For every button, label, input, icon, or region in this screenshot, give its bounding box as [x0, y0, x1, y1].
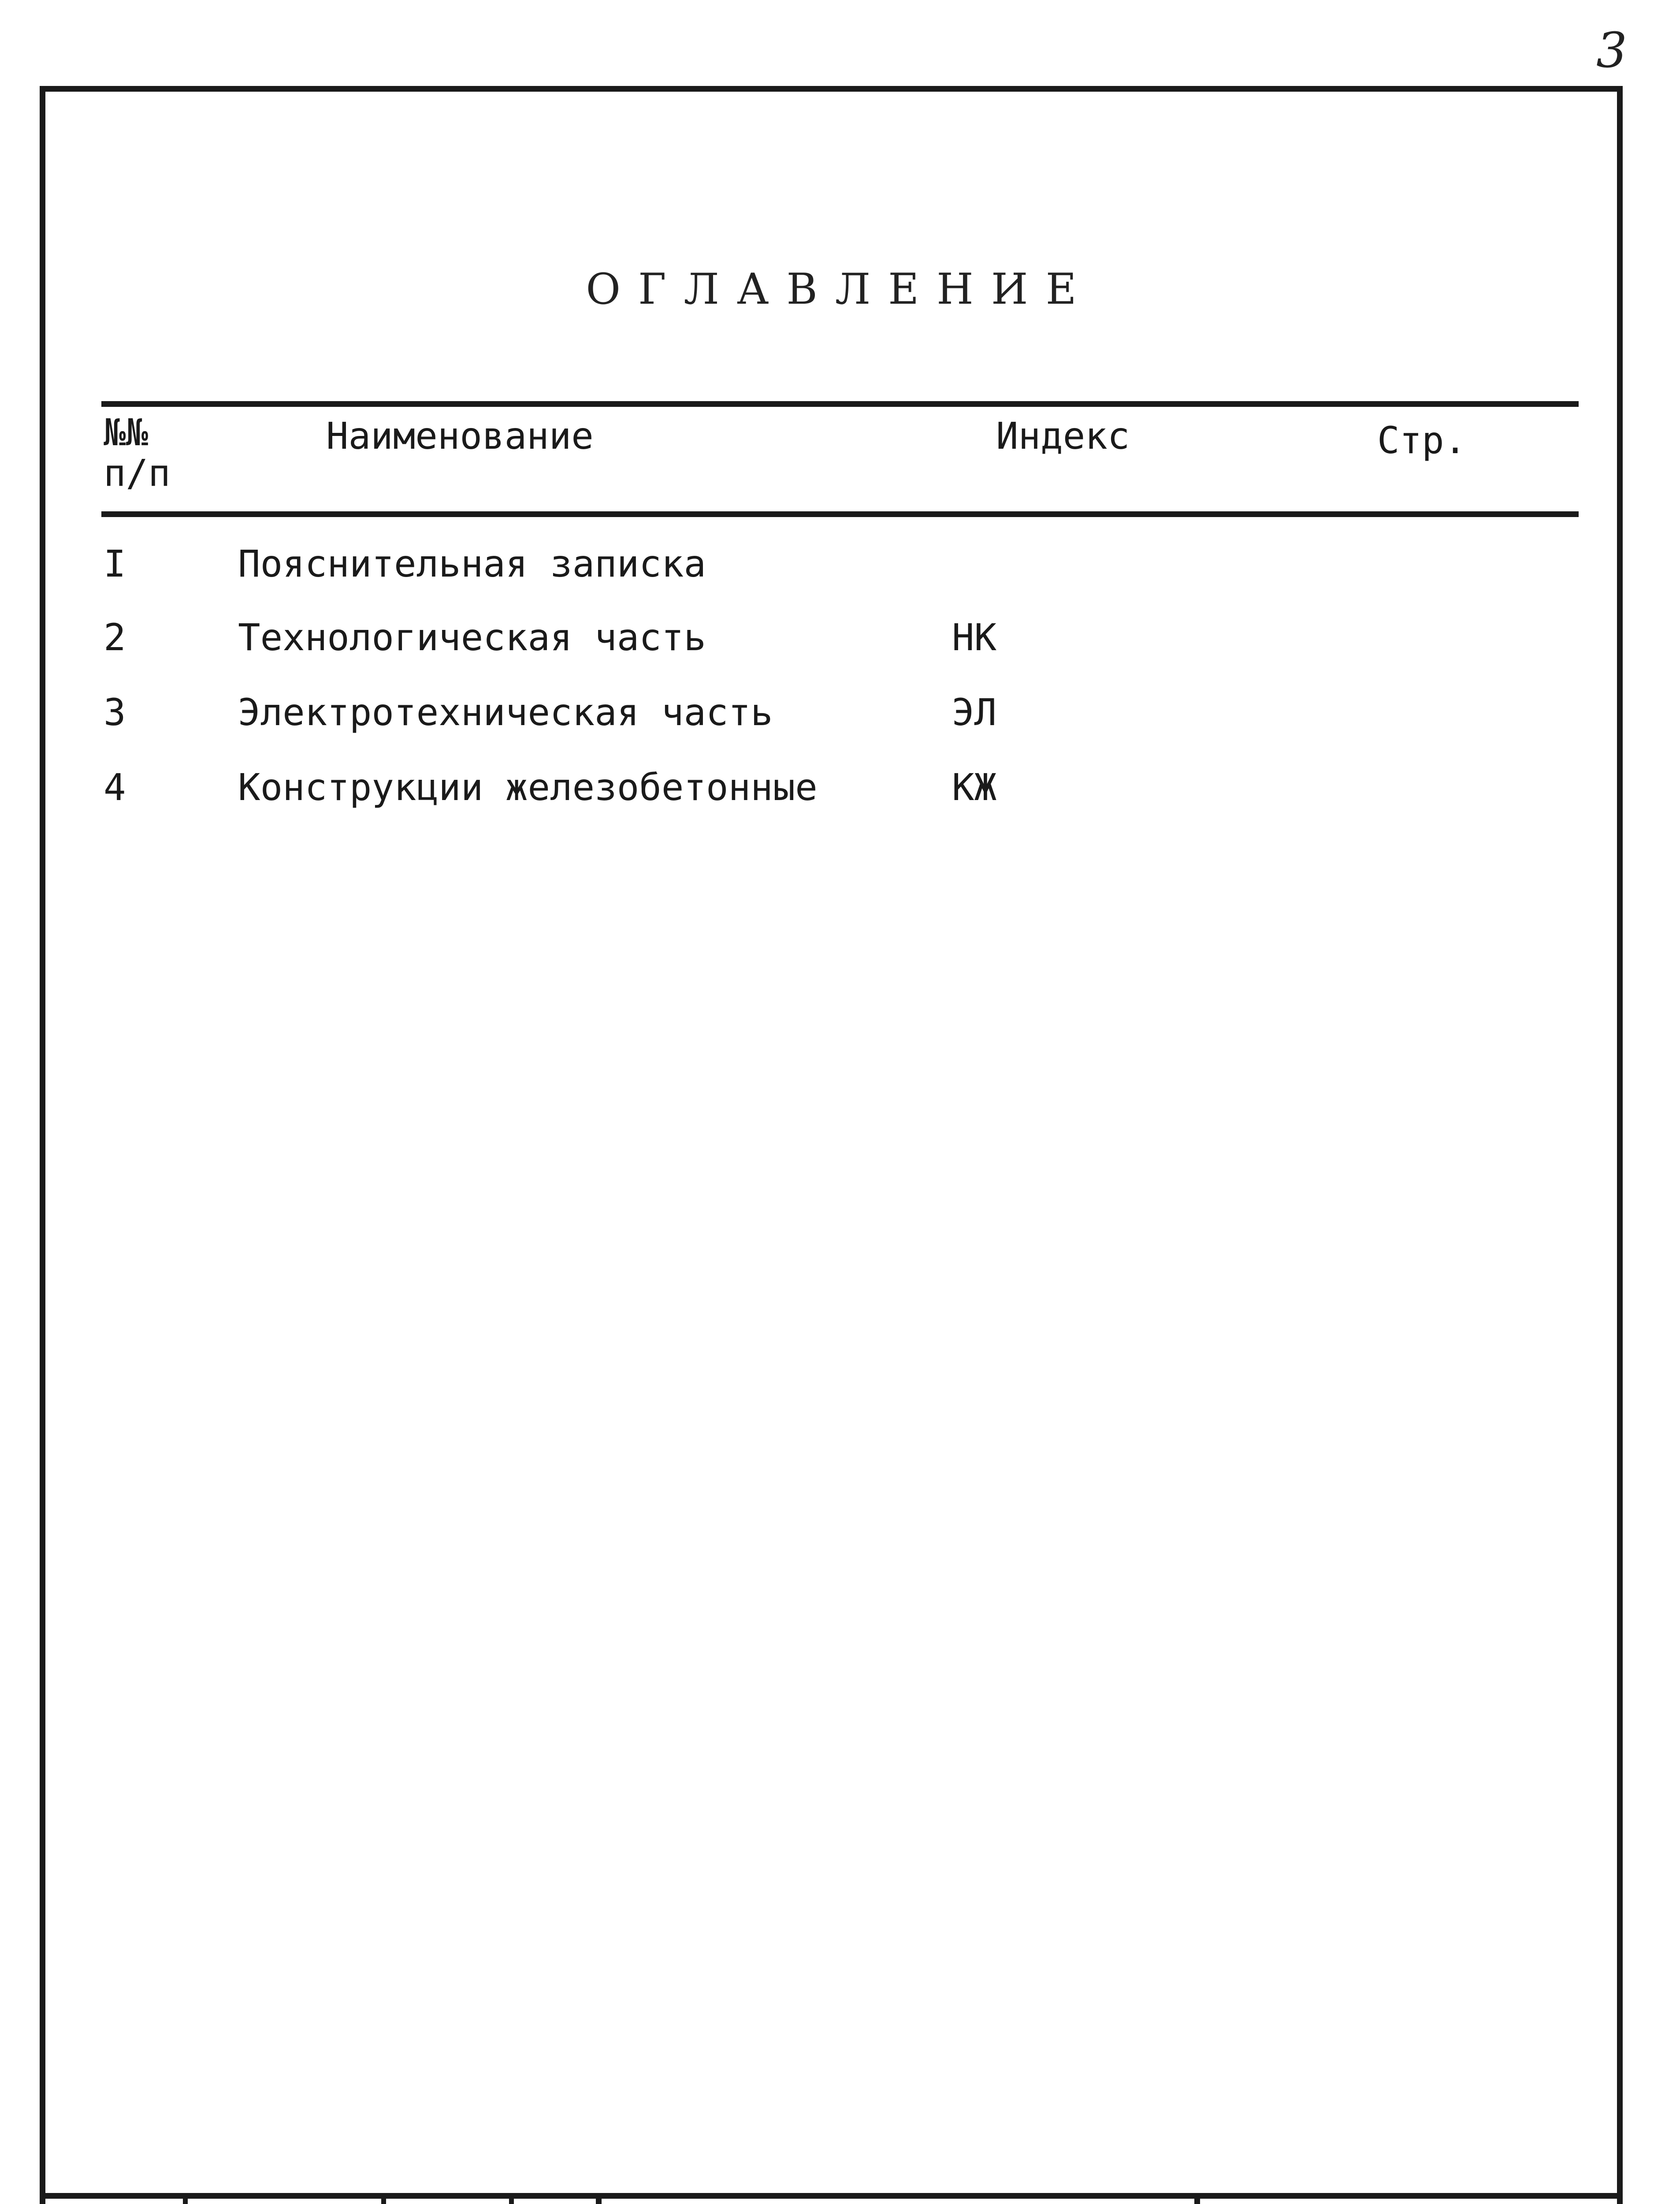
row-name: Пояснительная записка	[238, 542, 706, 585]
row-name: Электротехническая часть	[238, 691, 773, 734]
row-number: 4	[104, 766, 126, 809]
stamp-divider	[183, 2193, 188, 2204]
table-row	[0, 766, 1680, 832]
stamp-top-border	[44, 2193, 1620, 2199]
header-page: Стр.	[1377, 419, 1467, 462]
header-name: Наименование	[326, 414, 594, 458]
title-block	[44, 2193, 1620, 2204]
page-number: 3	[1596, 22, 1627, 78]
header-number	[104, 412, 171, 493]
row-name: Технологическая часть	[238, 616, 706, 659]
stamp-divider	[1194, 2193, 1200, 2204]
table-row	[0, 691, 1680, 757]
header-number-line2: п/п	[104, 451, 171, 495]
row-index: КЖ	[952, 766, 997, 809]
row-number: 2	[104, 616, 126, 659]
row-index: ЭЛ	[952, 691, 997, 734]
row-number: 3	[104, 691, 126, 734]
table-row	[0, 616, 1680, 682]
page-title: ОГЛАВЛЕНИЕ	[586, 264, 1094, 314]
table-row	[0, 542, 1680, 608]
table-header-bottom-rule	[101, 511, 1579, 517]
stamp-divider	[509, 2193, 514, 2204]
stamp-divider	[596, 2193, 602, 2204]
table-header-top-rule	[101, 401, 1579, 407]
header-index: Индекс	[996, 414, 1130, 458]
row-number: I	[104, 542, 126, 585]
row-name: Конструкции железобетонные	[238, 766, 818, 809]
header-number-line1: №№	[104, 411, 149, 454]
row-index: НК	[952, 616, 997, 659]
stamp-divider	[381, 2193, 386, 2204]
